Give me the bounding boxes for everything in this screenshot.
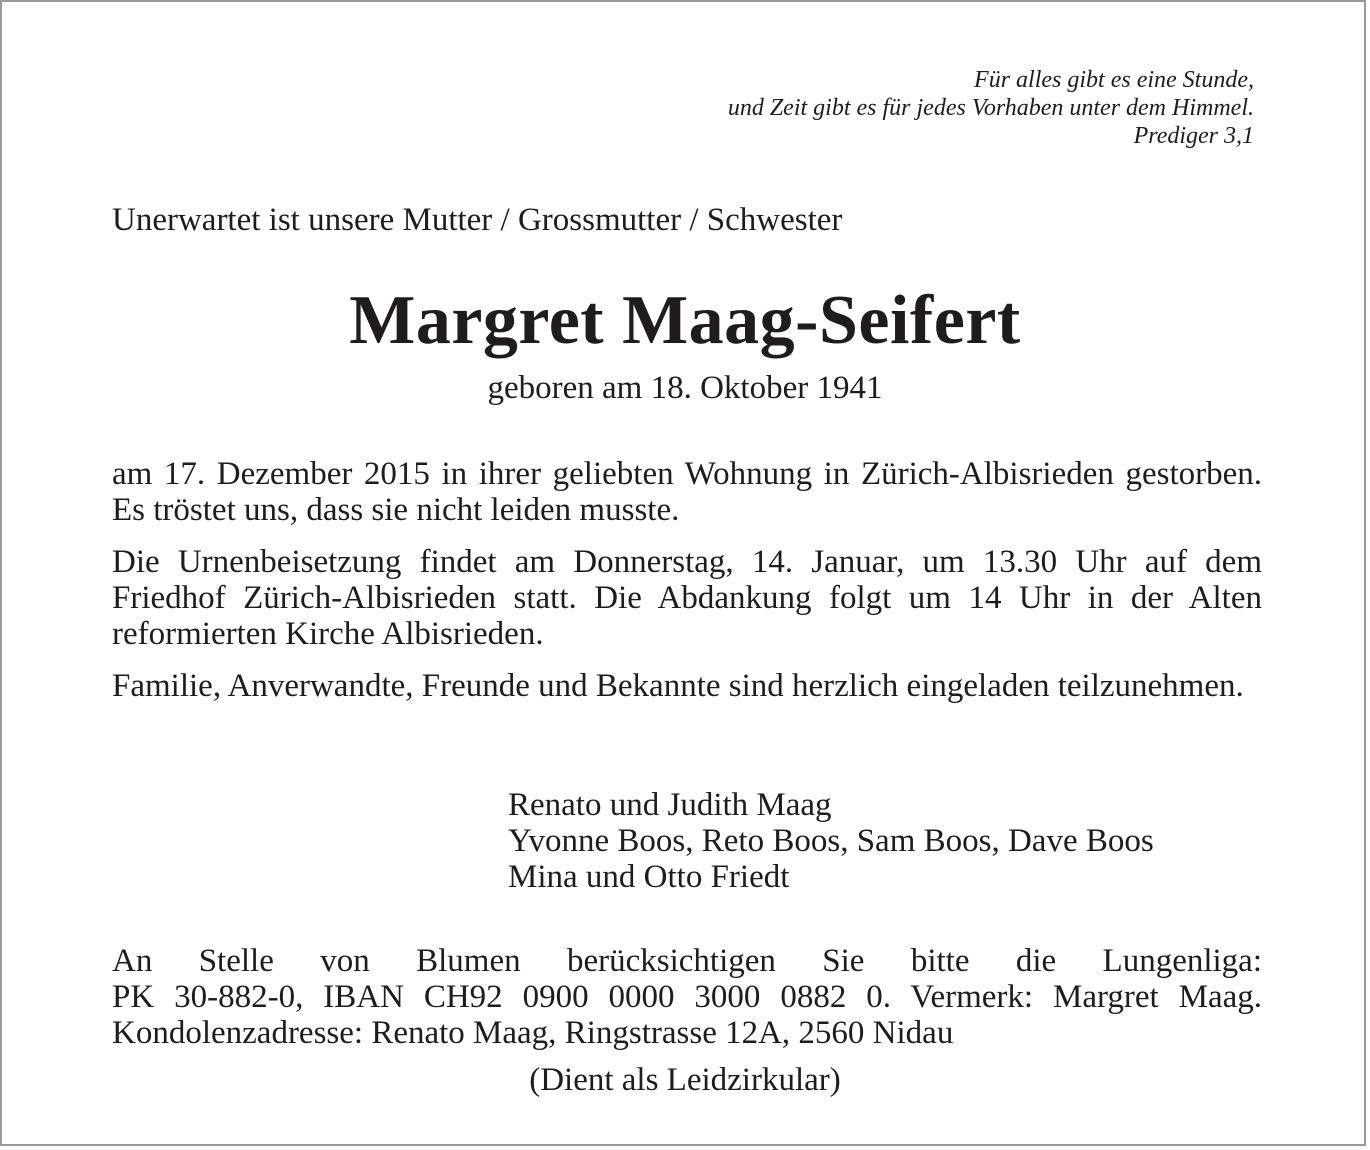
birth-date: geboren am 18. Oktober 1941 [487, 370, 883, 406]
mourner-line: Renato und Judith Maag [508, 787, 832, 823]
invitation-paragraph: Familie, Anverwandte, Freunde und Bekannte sind herzlich eingeladen teilzunehmen. [112, 668, 1244, 704]
condolence-address: Kondolenzadresse: Renato Maag, Ringstrasse 12A, 2560 Nidau [112, 1015, 954, 1051]
deceased-name: Margret Maag-Seifert [349, 282, 1021, 359]
funeral-paragraph: Die Urnenbeisetzung findet am Donnerstag, 14. Januar, um 13.30 Uhr auf dem Friedhof Zürich-Albisrieden statt. Die Abdankung folgt um 14 Uhr in der Alten reformierten Kirche Albisrieden. [112, 544, 1262, 652]
circular-note: (Dient als Leidzirkular) [529, 1062, 841, 1098]
mourners-list [508, 787, 1154, 895]
donation-line: An Stelle von Blumen berücksichtigen Sie bitte die Lungenliga: [112, 943, 1262, 979]
intro-line: Unerwartet ist unsere Mutter / Grossmutter / Schwester [112, 202, 843, 238]
quote-line-2: und Zeit gibt es für jedes Vorhaben unter dem Himmel. [727, 95, 1254, 121]
death-paragraph: am 17. Dezember 2015 in ihrer geliebten Wohnung in Zürich-Albisrieden gestorben. Es tröstet uns, dass sie nicht leiden musste. [112, 456, 1262, 528]
quote-source: Prediger 3,1 [1133, 123, 1254, 149]
donation-and-condolence [112, 943, 1262, 1051]
mourner-line: Mina und Otto Friedt [508, 859, 790, 895]
quote-line-1: Für alles gibt es eine Stunde, [974, 67, 1254, 93]
announcement-body [112, 456, 1262, 720]
bank-details-line: PK 30-882-0, IBAN CH92 0900 0000 3000 0882 0. Vermerk: Margret Maag. [112, 979, 1262, 1015]
mourner-line: Yvonne Boos, Reto Boos, Sam Boos, Dave Boos [508, 823, 1154, 859]
bible-quote [728, 66, 1254, 150]
